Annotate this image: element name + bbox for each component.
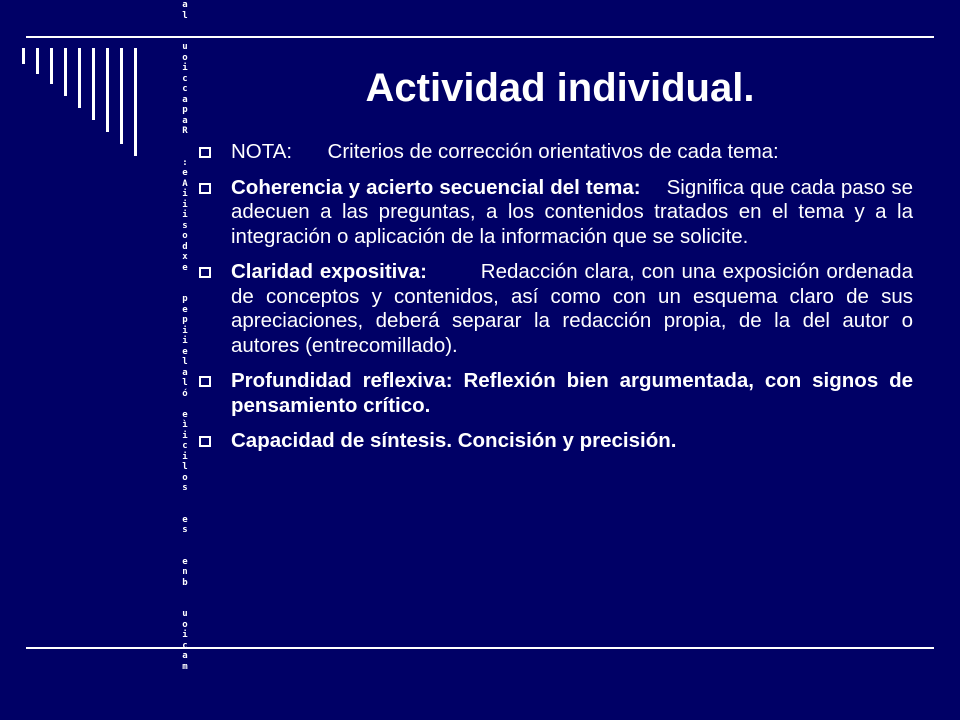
bullet-text (231, 260, 913, 358)
decorative-bars (0, 0, 180, 160)
bullet-item-coherencia (195, 176, 913, 250)
bullet-item-claridad (195, 260, 913, 358)
bullet-text (231, 140, 913, 165)
bullet-text (231, 176, 913, 250)
bullet-list (195, 140, 913, 465)
bullet-body: Significa que cada paso se adecuen a las preguntas, a los contenidos tratados en el tema y a la integración o aplicación de la información que se solicite. (231, 175, 913, 248)
bullet-body: Profundidad reflexiva: Reflexión bien argumentada, con signos de pensamiento crítico. (231, 369, 913, 417)
slide-title: Actividad individual. (365, 66, 755, 110)
square-bullet-icon (199, 183, 211, 194)
bullet-body: Capacidad de síntesis. Concisión y precisión. (231, 429, 677, 452)
square-bullet-icon (199, 147, 211, 158)
bullet-label: Coherencia y acierto secuencial del tema: (231, 175, 641, 199)
square-bullet-icon (199, 267, 211, 278)
bullet-label: NOTA: (231, 140, 293, 163)
top-rule (26, 36, 934, 38)
square-bullet-icon (199, 376, 211, 387)
vertical-text-strip: a l u o i c c a p a R : e A i i i s o d x e p e p i i e l a l ó e ì i c i l o s e s e n b u o i c a m (182, 0, 188, 672)
bullet-body: Redacción clara, con una exposición ordenada de conceptos y contenidos, así como con un esquema claro de sus apreciaciones, deberá separar la redacción propia, de la del autor o autores (entrecomillado). (231, 260, 913, 357)
bullet-item-profundidad (195, 369, 913, 418)
square-bullet-icon (199, 436, 211, 447)
bullet-item-nota (195, 140, 913, 165)
bullet-label: Claridad expositiva: (231, 260, 428, 283)
bottom-rule (26, 647, 934, 649)
bullet-item-capacidad (195, 429, 913, 454)
bullet-body: Criterios de corrección orientativos de cada tema: (327, 140, 779, 163)
